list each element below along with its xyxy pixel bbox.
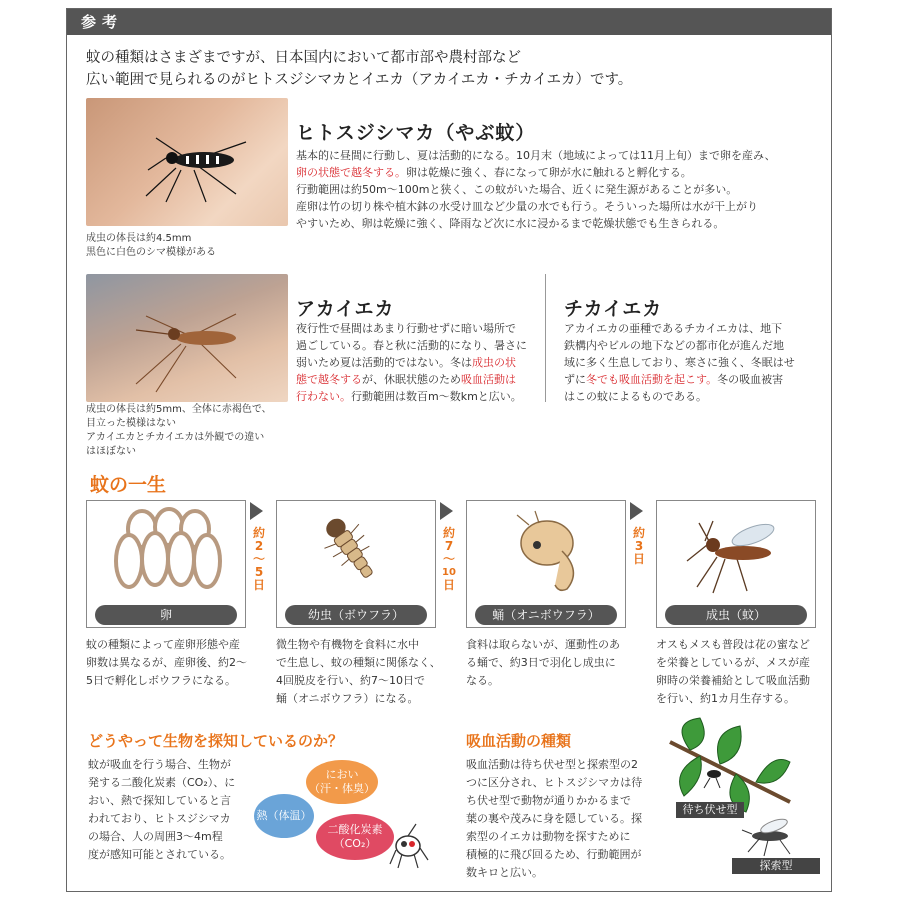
body-line: ち伏せ型で動物が通りかかるまで [466,794,631,807]
search-type-tag: 探索型 [732,858,820,874]
body-line: 域に多く生息しており、寒さに強く、冬眠はせ [564,356,795,369]
akaieka-body [296,320,536,405]
highlight-text: 冬でも吸血活動を起こす。 [586,373,718,386]
highlight-text: 吸血活動は [461,373,516,386]
duration-char: 3 [634,539,644,553]
detect-title: どうやって生物を探知しているのか？ [88,732,344,750]
highlight-text: 卵の状態で越冬する。 [296,166,406,179]
duration-char: 5 [254,565,264,579]
body-line: 積極的に飛び回るため、行動範囲が [466,848,642,861]
hitosuji-title: ヒトスジシマカ（やぶ蚊） [296,122,536,144]
caption-line: アカイエカとチカイエカは外観での違い [86,432,265,443]
text-line: 微生物や有機物を食料に水中 [276,638,419,651]
text-line: を栄養としているが、メスが産 [656,656,810,669]
intro-text [86,47,806,91]
section-header: 参考 [67,9,831,35]
duration-char: 2 [254,539,264,553]
body-line: 行動範囲は約50m〜100mと狭く、この蚊がいた場合、近くに発生源があることが多い。 [296,183,738,196]
hitosuji-caption [86,232,216,260]
next-arrow-icon [250,502,263,520]
body-line: つに区分され、ヒトスジシマカは待 [466,776,643,789]
stage-label: 幼虫（ボウフラ） [285,605,427,625]
flying-mosquito-icon [740,812,810,860]
duration-char: 約 [442,526,455,540]
co2-bubble [316,814,394,860]
mosquito-striped-icon [86,98,288,226]
caption-line: 黒色に白色のシマ模様がある [86,247,216,258]
duration-char: 約 [252,526,265,540]
pupa-icon [467,501,625,601]
duration-label [251,527,267,592]
body-line [296,354,536,371]
text-line: 食料は取らないが、運動性のあ [466,638,620,651]
body-line: はこの蚊によるものである。 [564,390,707,403]
body-text: 行動範囲は数百m〜数kmと広い。 [351,390,522,403]
cartoon-mosquito-icon [388,820,432,870]
duration-char: 〜 [442,552,455,566]
body-line: 索型のイエカは動物を探すために [466,830,631,843]
text-line: を行い、約1カ月生存する。 [656,692,795,705]
body-line: 葉の裏や茂みに身を隠している。探 [466,812,642,825]
stage-pupa-box [466,500,626,628]
body-line: の場合、人の周囲3〜4m程 [88,830,223,843]
stage-larva-box [276,500,436,628]
stage-description [276,636,444,708]
akaieka-caption [86,403,296,459]
stage-adult-box [656,500,816,628]
smell-bubble [306,760,378,804]
intro-line: 広い範囲で見られるのがヒトスジシマカとイエカ（アカイエカ・チカイエカ）です。 [86,72,633,88]
caption-line: 成虫の体長は約4.5mm [86,233,192,244]
duration-char: 7 [444,539,454,553]
duration-label [441,527,457,592]
body-line: 基本的に昼間に行動し、夏は活動的になる。10月末（地域によっては11月上旬）まで卵を産み、 [296,149,776,162]
text-line: 蛹（オニボウフラ）になる。 [276,692,419,705]
body-line: われており、ヒトスジシマカ [88,812,231,825]
text-line: 5日で孵化しボウフラになる。 [86,674,236,687]
text-line: る蛹で、約3日で羽化し成虫に [466,656,616,669]
stage-label: 卵 [95,605,237,625]
intro-line: 蚊の種類はさまざまですが、日本国内において都市部や農村部など [86,50,521,66]
body-line [296,388,536,405]
duration-char: 日 [252,578,265,592]
next-arrow-icon [440,502,453,520]
duration-char: 〜 [252,552,265,566]
body-line: やすいため、卵は乾燥に強く、降雨など次に水に浸かるまで乾燥状態でも生きられる。 [296,217,725,230]
body-line: アカイエカの亜種であるチカイエカは、地下 [564,322,783,335]
body-line: 度が感知可能とされている。 [88,848,231,861]
blood-title: 吸血活動の種類 [466,732,572,750]
body-line: 吸血活動は待ち伏せ型と探索型の2 [466,758,638,771]
egg-cluster-icon [87,501,245,601]
next-arrow-icon [630,502,643,520]
text-line: 卵時の栄養補給として吸血活動 [656,674,810,687]
lifecycle-title: 蚊の一生 [90,474,167,496]
body-text: が、休眠状態のため [362,373,461,386]
akaieka-photo [86,274,288,402]
hitosuji-body [296,147,816,232]
ambush-type-tag: 待ち伏せ型 [676,802,744,818]
highlight-text: 態で越冬する [296,373,362,386]
blood-body [466,756,656,882]
text-line: 卵数は異なるが、産卵後、約2〜 [86,656,247,669]
body-line: 鉄構内やビルの地下などの都市化が進んだ地 [564,339,784,352]
stage-label: 蛹（オニボウフラ） [475,605,617,625]
stage-description [466,636,634,690]
bubble-text: 熱（体温） [256,809,312,822]
text-line: 蚊の種類によって産卵形態や産 [86,638,240,651]
body-line: 数キロと広い。 [466,866,543,879]
hitosuji-photo [86,98,288,226]
chikaieka-title: チカイエカ [564,298,663,320]
column-divider [545,274,546,402]
body-text: 卵は乾燥に強く、春になって卵が水に触れると孵化する。 [406,166,692,179]
duration-char: 日 [632,552,645,566]
duration-char: 約 [632,526,645,540]
caption-line: 目立った模様はない [86,418,176,429]
duration-char: 10 [442,567,456,578]
caption-line: はほぼない [86,446,136,457]
akaieka-title: アカイエカ [296,298,395,320]
body-line [296,164,816,181]
body-line: 産卵は竹の切り株や植木鉢の水受け皿など少量の水でも行う。そういった場所は水が干上がり [296,200,758,213]
text-line: 4回脱皮を行い、約7〜10日で [276,674,425,687]
body-line: 夜行性で昼間はあまり行動せずに暗い場所で [296,322,516,335]
stage-label: 成虫（蚊） [665,605,807,625]
body-line: 蚊が吸血を行う場合、生物が [88,758,231,771]
text-line: オスもメスも普段は花の蜜など [656,638,810,651]
body-text: ずに [564,373,586,386]
body-text: 冬の吸血被害 [717,373,784,386]
stage-description [86,636,254,690]
stage-egg-box [86,500,246,628]
body-line: 過ごしている。春と秋に活動的になり、暑さに [296,339,527,352]
mosquito-brown-icon [86,274,288,402]
bubble-text: （CO₂） [333,837,377,850]
stage-description [656,636,824,708]
body-line: おい、熱で探知していると言 [88,794,231,807]
caption-line: 成虫の体長は約5mm、全体に赤褐色で、 [86,404,272,415]
heat-bubble [254,794,314,838]
bubble-text: （汗・体臭） [309,782,375,795]
duration-char: 日 [442,578,455,592]
body-line [564,371,814,388]
text-line: なる。 [466,674,499,687]
bubble-text: 二酸化炭素 [327,823,383,836]
duration-label [631,527,647,566]
body-text: 弱いため夏は活動的ではない。冬は [296,356,472,369]
bubble-text: におい [325,768,359,781]
larva-icon [277,501,435,601]
text-line: で生息し、蚊の種類に関係なく、 [276,656,441,669]
detect-body [88,756,248,864]
body-line: 発する二酸化炭素（CO₂）、に [88,776,236,789]
body-line [296,371,536,388]
adult-mosquito-icon [657,501,815,601]
chikaieka-body [564,320,814,405]
highlight-text: 行わない。 [296,390,351,403]
highlight-text: 成虫の状 [472,356,516,369]
